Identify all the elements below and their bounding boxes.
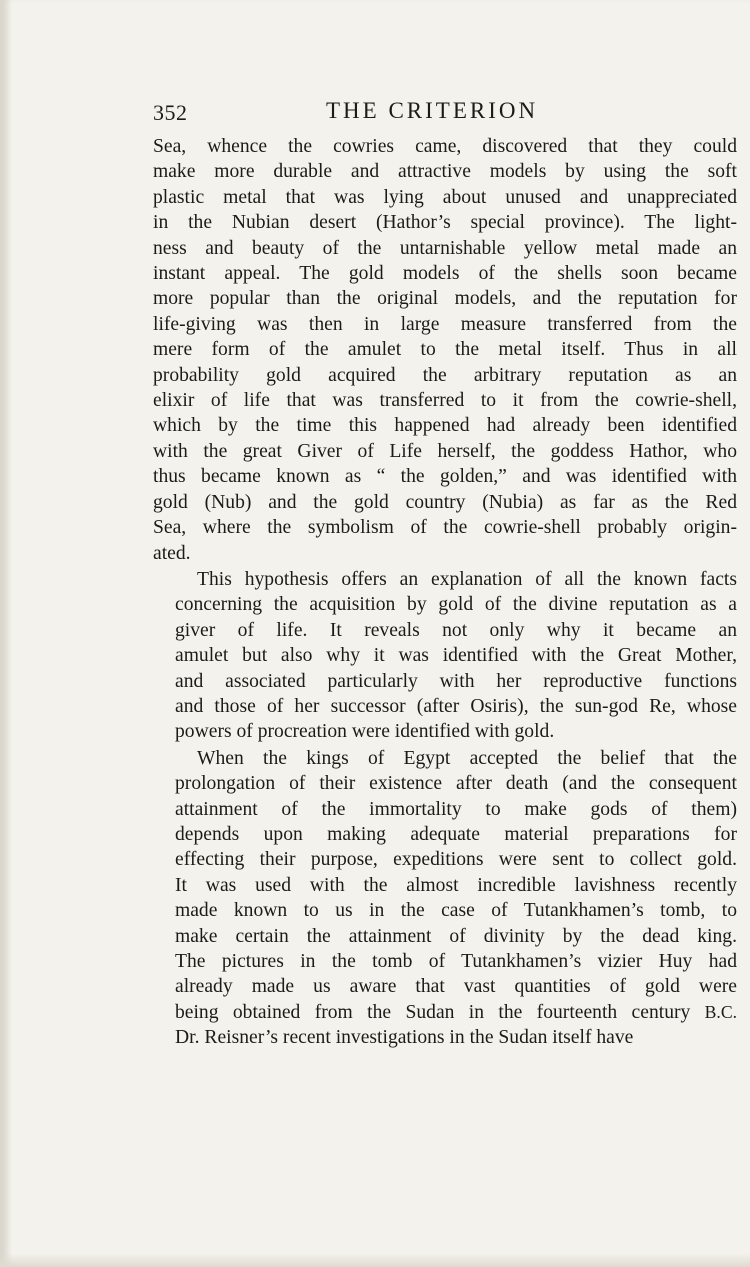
text-line: in the Nubian desert (Hathor’s special province). The light- (153, 212, 737, 234)
text-line: depends upon making adequate material preparations for (175, 823, 737, 845)
page-number: 352 (153, 100, 188, 125)
paragraph (153, 134, 737, 566)
text-line: elixir of life that was transferred to it from the cowrie-shell, (153, 390, 737, 412)
running-head: THE CRITERION (326, 98, 539, 123)
text-line: life-giving was then in large measure transferred from the (153, 313, 737, 335)
text-line: concerning the acquisition by gold of the divine reputation as a (175, 594, 737, 616)
text-line: instant appeal. The gold models of the shells soon became (153, 263, 737, 285)
text-line: mere form of the amulet to the metal itself. Thus in all (153, 339, 737, 361)
text-line: prolongation of their existence after death (and the consequent (175, 773, 737, 795)
text-line: giver of life. It reveals not only why it became an (175, 619, 737, 641)
text-line: make more durable and attractive models by using the soft (153, 161, 737, 183)
text-line: The pictures in the tomb of Tutankhamen’s vizier Huy had (175, 951, 737, 972)
text-line: It was used with the almost incredible lavishness recently (175, 874, 737, 896)
page-header (153, 98, 737, 128)
text-line: probability gold acquired the arbitrary reputation as an (153, 364, 737, 386)
text-line: effecting their purpose, expeditions were sent to collect gold. (175, 849, 737, 871)
text-line: powers of procreation were identified with gold. (175, 721, 555, 743)
text-line: attainment of the immortality to make gods of them) (175, 798, 737, 820)
text-line: already made us aware that vast quantities of gold were (175, 976, 737, 998)
text-line: thus became known as “ the golden,” and was identified with (153, 466, 737, 488)
text-line: being obtained from the Sudan in the fourteenth century B.C. (175, 1001, 737, 1023)
body-text (153, 134, 737, 1051)
text-line: make certain the attainment of divinity by the dead king. (175, 925, 737, 947)
text-line: with the great Giver of Life herself, the goddess Hathor, who (153, 440, 737, 462)
text-line: Sea, where the symbolism of the cowrie-shell probably origin- (153, 517, 737, 539)
text-line: plastic metal that was lying about unused and unappreciated (153, 186, 737, 208)
text-line: which by the time this happened had already been identified (153, 415, 737, 437)
text-line: made known to us in the case of Tutankhamen’s tomb, to (175, 900, 737, 922)
text-line: more popular than the original models, and the reputation for (153, 288, 737, 310)
text-line: gold (Nub) and the gold country (Nubia) as far as the Red (153, 491, 737, 513)
page-bottom-edge (0, 1253, 750, 1267)
page-gutter-shadow (0, 0, 12, 1267)
text-line: and those of her successor (after Osiris), the sun-god Re, whose (175, 695, 737, 717)
text-line: amulet but also why it was identified with the Great Mother, (175, 645, 737, 667)
text-line: Dr. Reisner’s recent investigations in the Sudan itself have (175, 1027, 634, 1049)
paragraph (153, 746, 737, 1051)
paragraph (153, 567, 737, 745)
text-line: When the kings of Egypt accepted the belief that the (197, 747, 737, 769)
text-line: ated. (153, 542, 191, 564)
text-line: This hypothesis offers an explanation of all the known facts (197, 568, 737, 590)
text-line: Sea, whence the cowries came, discovered that they could (153, 136, 737, 157)
text-line: ness and beauty of the untarnishable yellow metal made an (153, 237, 737, 259)
text-line: and associated particularly with her reproductive functions (175, 670, 737, 692)
